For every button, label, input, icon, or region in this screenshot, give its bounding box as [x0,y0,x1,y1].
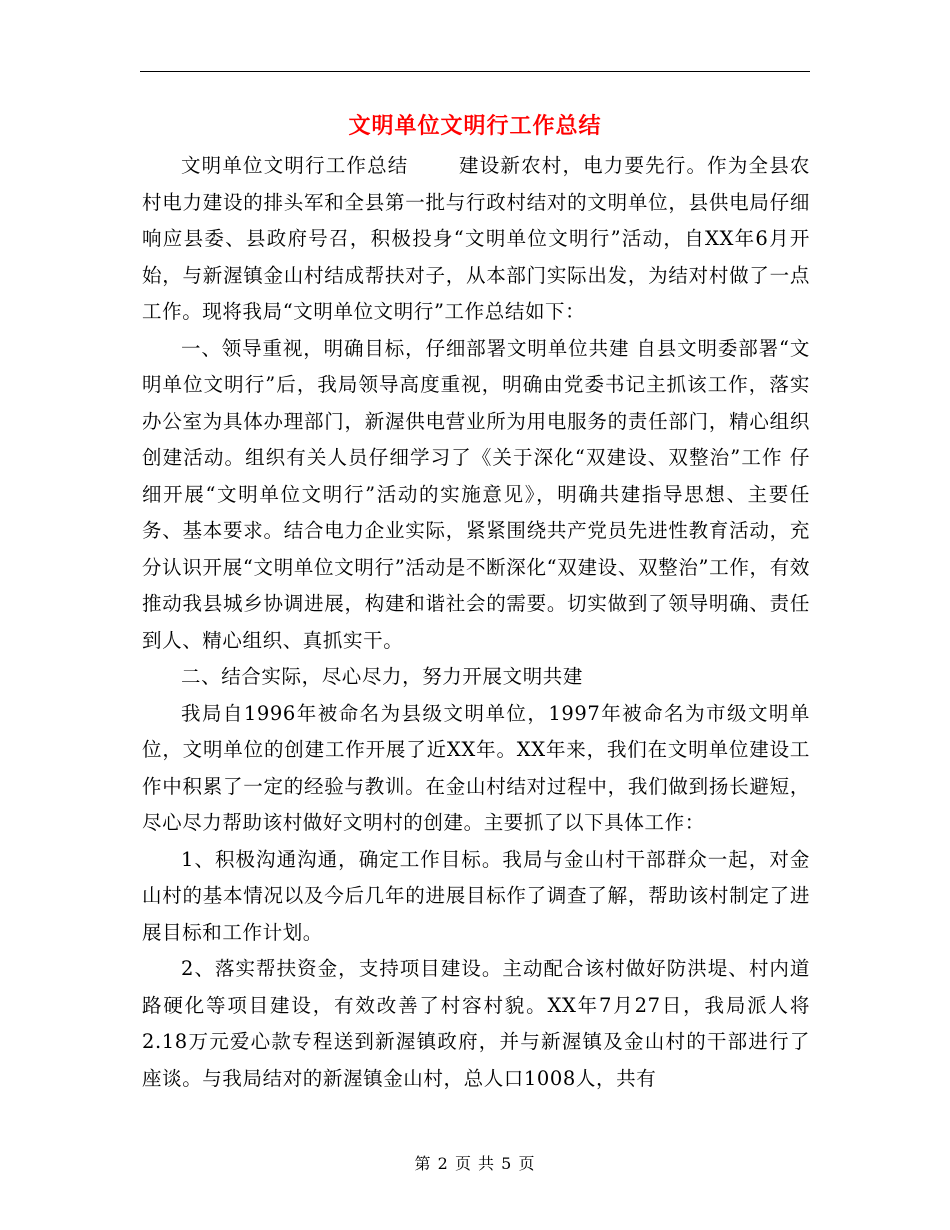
page-footer [0,1152,950,1176]
paragraph-intro [142,148,810,331]
footer-total-pages: 5 [501,1154,513,1173]
section-heading-2: 二、结合实际，尽心尽力，努力开展文明共建 [181,665,584,688]
footer-label-page: 第 [414,1154,432,1173]
intro-lead: 文明单位文明行工作总结 [181,154,409,177]
footer-label-unit: 页 [454,1154,472,1173]
paragraph-item-2: 2、落实帮扶资金，支持项目建设。主动配合该村做好防洪堤、村内道路硬化等项目建设，有效改善了村容村貌。XX年7月27日，我局派人将2.18万元爱心款专程送到新渥镇政府，并与新渥镇及金山村的干部进行了座谈。与我局结对的新渥镇金山村，总人口1008人，共有 [142,957,810,1090]
footer-label-total: 共 [478,1154,496,1173]
header-rule [140,71,810,72]
paragraph-item-1: 1、积极沟通沟通，确定工作目标。我局与金山村干部群众一起，对金山村的基本情况以及今后几年的进展目标作了调查了解，帮助该村制定了进展目标和工作计划。 [142,847,810,944]
document-title: 文明单位文明行工作总结 [348,113,602,139]
paragraph-section-2: 我局自1996年被命名为县级文明单位，1997年被命名为市级文明单位，文明单位的创建工作开展了近XX年。XX年来，我们在文明单位建设工作中积累了一定的经验与教训。在金山村结对过程中，我们做到扬长避短，尽心尽力帮助该村做好文明村的创建。主要抓了以下具体工作： [142,701,810,834]
footer-current-page: 2 [437,1154,449,1173]
intro-text: 建设新农村，电力要先行。作为全县农村电力建设的排头军和全县第一批与行政村结对的文明单位，县供电局仔细响应县委、县政府号召，积极投身“文明单位文明行”活动，自XX年6月开始，与新渥镇金山村结成帮扶对子，从本部门实际出发，为结对村做了一点工作。现将我局“文明单位文明行”工作总结如下： [142,154,810,323]
paragraph-section-1: 一、领导重视，明确目标，仔细部署文明单位共建 自县文明委部署“文明单位文明行”后，我局领导高度重视，明确由党委书记主抓该工作，落实办公室为具体办理部门，新渥供电营业所为用电服务的责任部门，精心组织创建活动。组织有关人员仔细学习了《关于深化“双建设、双整治”工作 仔细开展“文明单位文明行”活动的实施意见》，明确共建指导思想、主要任务、基本要求。结合电力企业实际，紧紧围绕共产党员先进性教育活动，充分认识开展“文明单位文明行”活动是不断深化“双建设、双整治”工作，有效推动我县城乡协调进展，构建和谐社会的需要。切实做到了领导明确、责任到人、精心组织、真抓实干。 [142,336,810,652]
document-body [142,148,810,1097]
footer-label-unit2: 页 [518,1154,536,1173]
